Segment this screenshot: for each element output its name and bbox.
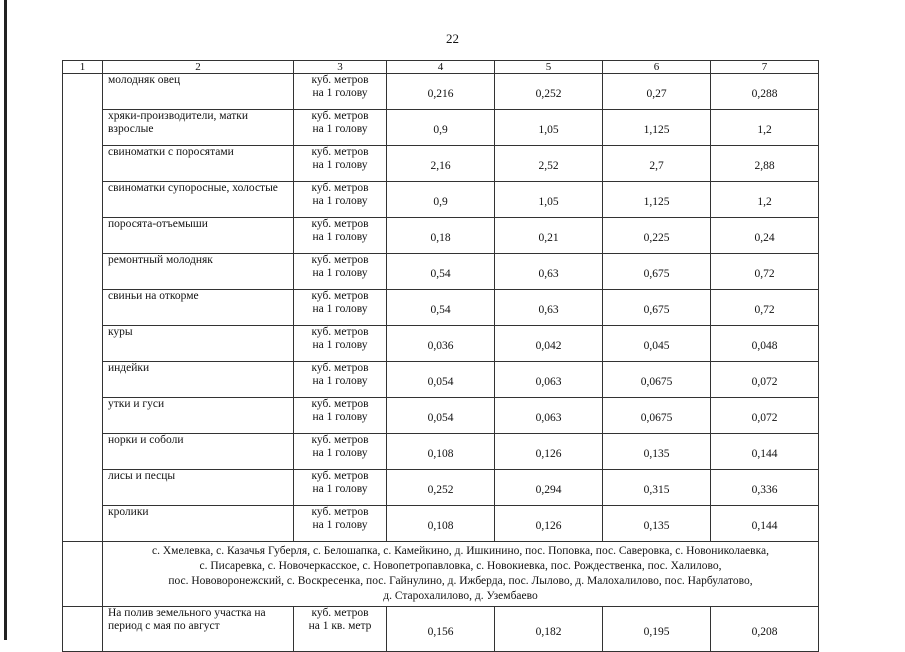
norm-value-col-6: 0,315 [603,470,711,506]
unit-line-1: куб. метров [311,218,369,230]
norm-value-col-7: 1,2 [711,110,819,146]
water-consumption-norms-table [62,60,819,652]
unit-line-2: на 1 голову [312,266,368,279]
unit-cell [294,326,387,362]
table-row [63,398,819,434]
table-row [63,146,819,182]
animal-type-cell: норки и соболи [103,434,294,470]
column-header-3: 3 [294,61,387,74]
row-number-cell [63,74,103,542]
animal-type-cell: молодняк овец [103,74,294,110]
unit-cell [294,74,387,110]
norm-value-col-6: 0,135 [603,434,711,470]
unit-line-2: на 1 голову [312,518,368,531]
unit-line-1: куб. метров [311,362,369,374]
settlements-list [103,542,819,607]
column-header-6: 6 [603,61,711,74]
norm-value-col-4: 0,54 [387,254,495,290]
unit-line-2: на 1 голову [312,122,368,135]
norm-value-col-4: 0,216 [387,74,495,110]
norm-value-col-4: 0,036 [387,326,495,362]
norm-value-col-6: 0,675 [603,290,711,326]
animal-type-cell: поросята-отъемыши [103,218,294,254]
unit-line-1: куб. метров [311,254,369,266]
table-row [63,434,819,470]
unit-line-1: куб. метров [311,506,369,518]
norm-value-col-6: 0,135 [603,506,711,542]
animal-type-cell: кролики [103,506,294,542]
column-header-1: 1 [63,61,103,74]
table-row [63,470,819,506]
unit-line-2: на 1 голову [312,482,368,495]
unit-line-2: на 1 голову [312,158,368,171]
table-row [63,290,819,326]
unit-line-1: куб. метров [311,434,369,446]
unit-cell [294,607,387,652]
table-row [63,182,819,218]
unit-cell [294,290,387,326]
animal-type-cell: свиньи на откорме [103,290,294,326]
unit-cell [294,218,387,254]
norm-value-col-6: 2,7 [603,146,711,182]
norm-value-col-6: 0,225 [603,218,711,254]
norm-value-col-5: 0,126 [495,506,603,542]
unit-cell [294,506,387,542]
unit-line-2: на 1 голову [312,410,368,423]
unit-line-2: на 1 голову [312,374,368,387]
norm-value-col-5: 0,126 [495,434,603,470]
norm-value-col-4: 0,9 [387,182,495,218]
irrigation-value-col-6: 0,195 [603,607,711,652]
unit-line-1: куб. метров [311,74,369,86]
unit-line-2: на 1 голову [312,338,368,351]
unit-cell [294,254,387,290]
unit-cell [294,110,387,146]
norm-value-col-7: 2,88 [711,146,819,182]
norm-value-col-6: 0,0675 [603,362,711,398]
unit-line-1: куб. метров [311,398,369,410]
norm-value-col-7: 0,72 [711,290,819,326]
norm-value-col-7: 0,72 [711,254,819,290]
norm-value-col-5: 1,05 [495,110,603,146]
unit-line-2: на 1 голову [312,86,368,99]
unit-line-1: куб. метров [311,110,369,122]
norm-value-col-6: 0,0675 [603,398,711,434]
animal-type-cell: хряки-производители, матки взрослые [103,110,294,146]
column-header-5: 5 [495,61,603,74]
row-number-cell [63,542,103,607]
unit-line-1: куб. метров [311,146,369,158]
norm-value-col-5: 2,52 [495,146,603,182]
unit-line-1: куб. метров [311,470,369,482]
column-header-7: 7 [711,61,819,74]
settlements-row [63,542,819,607]
norm-value-col-5: 0,21 [495,218,603,254]
norm-value-col-4: 0,252 [387,470,495,506]
norm-value-col-5: 1,05 [495,182,603,218]
norm-value-col-5: 0,063 [495,398,603,434]
unit-line-2: на 1 голову [312,230,368,243]
unit-cell [294,182,387,218]
column-header-4: 4 [387,61,495,74]
table-row [63,74,819,110]
unit-cell [294,362,387,398]
irrigation-value-col-5: 0,182 [495,607,603,652]
norm-value-col-4: 0,054 [387,362,495,398]
norm-value-col-7: 0,072 [711,398,819,434]
norm-value-col-5: 0,252 [495,74,603,110]
norm-value-col-5: 0,63 [495,290,603,326]
unit-line-2: на 1 голову [312,446,368,459]
norm-value-col-5: 0,063 [495,362,603,398]
row-number-cell [63,607,103,652]
animal-type-cell: индейки [103,362,294,398]
animal-type-cell: куры [103,326,294,362]
norm-value-col-7: 0,048 [711,326,819,362]
table-row [63,254,819,290]
unit-line-1: куб. метров [311,607,369,619]
irrigation-row [63,607,819,652]
irrigation-value-col-7: 0,208 [711,607,819,652]
unit-cell [294,434,387,470]
table-row [63,326,819,362]
settlements-line-4: д. Старохалилово, д. Узембаево [383,590,538,602]
page-number: 22 [446,31,459,46]
norm-value-col-4: 0,108 [387,434,495,470]
norm-value-col-4: 0,9 [387,110,495,146]
norm-value-col-6: 0,675 [603,254,711,290]
unit-line-1: куб. метров [311,326,369,338]
norm-value-col-7: 0,288 [711,74,819,110]
norm-value-col-4: 0,054 [387,398,495,434]
norm-value-col-4: 0,54 [387,290,495,326]
norm-value-col-6: 1,125 [603,110,711,146]
irrigation-value-col-4: 0,156 [387,607,495,652]
page-left-edge-rule [4,0,7,640]
settlements-line-1: с. Хмелевка, с. Казачья Губерля, с. Белошапка, с. Камейкино, д. Ишкинино, пос. Поповка, пос. Саверовка, с. Новониколаевка, [152,545,769,557]
norm-value-col-5: 0,042 [495,326,603,362]
table-row [63,218,819,254]
norm-value-col-7: 0,336 [711,470,819,506]
norm-value-col-6: 0,27 [603,74,711,110]
norm-value-col-7: 0,24 [711,218,819,254]
unit-cell [294,146,387,182]
animal-type-cell: лисы и песцы [103,470,294,506]
settlements-line-2: с. Писаревка, с. Новочеркасское, с. Новопетропавловка, с. Новокиевка, пос. Рождественка, пос. Халилово, [199,560,722,572]
norm-value-col-4: 0,108 [387,506,495,542]
unit-line-2: на 1 голову [312,302,368,315]
norm-value-col-7: 0,072 [711,362,819,398]
animal-type-cell: утки и гуси [103,398,294,434]
norm-value-col-4: 0,18 [387,218,495,254]
norm-value-col-6: 1,125 [603,182,711,218]
norm-value-col-7: 0,144 [711,506,819,542]
table-row [63,110,819,146]
norm-value-col-5: 0,294 [495,470,603,506]
animal-type-cell: свиноматки с поросятами [103,146,294,182]
column-number-row [63,61,819,74]
animal-type-cell: свиноматки супоросные, холостые [103,182,294,218]
norm-value-col-7: 0,144 [711,434,819,470]
unit-line-1: куб. метров [311,182,369,194]
unit-line-2: на 1 кв. метр [308,619,372,632]
animal-type-cell: ремонтный молодняк [103,254,294,290]
unit-cell [294,470,387,506]
column-header-2: 2 [103,61,294,74]
unit-line-2: на 1 голову [312,194,368,207]
norm-value-col-7: 1,2 [711,182,819,218]
norm-value-col-4: 2,16 [387,146,495,182]
table-row [63,506,819,542]
norm-value-col-5: 0,63 [495,254,603,290]
settlements-line-3: пос. Нововоронежский, с. Воскресенка, пос. Гайнулино, д. Ижберда, пос. Лылово, д. Малохалилово, пос. Нарбулатово, [168,575,753,587]
irrigation-name-cell: На полив земельного участка на период с мая по август [103,607,294,652]
unit-line-1: куб. метров [311,290,369,302]
table-row [63,362,819,398]
unit-cell [294,398,387,434]
norm-value-col-6: 0,045 [603,326,711,362]
